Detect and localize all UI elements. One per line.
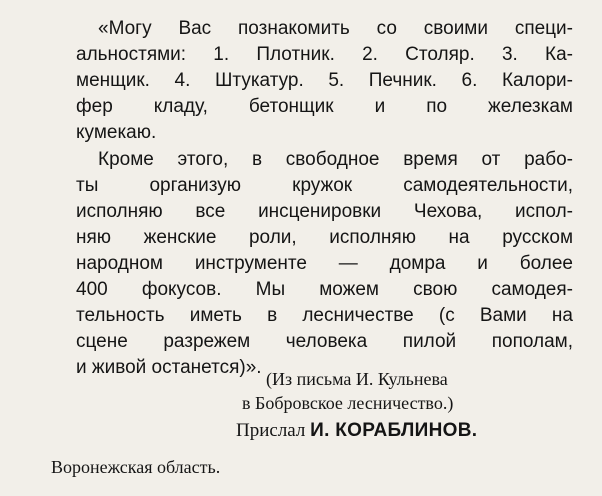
text-line: Кроме этого, в свободное время от рабо- <box>98 149 573 170</box>
text-line: сцене разрежем человека пилой пополам, <box>76 331 573 352</box>
sender-label: Прислал <box>236 420 306 441</box>
letter-paragraph-1 <box>76 16 573 146</box>
text-line: фер кладу, бетонщик и по железкам <box>76 96 573 117</box>
region-line: Воронежская область. <box>51 457 221 477</box>
source-note-line-1: (Из письма И. Кульнева <box>266 369 448 389</box>
text-line: менщик. 4. Штукатур. 5. Печник. 6. Калори- <box>76 70 573 91</box>
text-line: исполняю все инсценировки Чехова, испол- <box>76 201 573 222</box>
text-line: ты организую кружок самодеятельности, <box>76 175 573 196</box>
text-line: «Могу Вас познакомить со своими специ- <box>98 18 573 39</box>
letter-paragraph-2 <box>76 147 573 381</box>
text-line: няю женские роли, исполняю на русском <box>76 227 573 248</box>
source-note-line-2: в Бобровское лесничество.) <box>242 393 454 413</box>
sender-name: И. КОРАБЛИНОВ. <box>310 420 478 441</box>
text-line: кумекаю. <box>76 122 157 143</box>
text-line: тельность иметь в лесничестве (с Вами на <box>76 305 573 326</box>
text-line: народном инструменте — домра и более <box>76 253 573 274</box>
text-line: и живой останется)». <box>76 357 262 378</box>
text-line: 400 фокусов. Мы можем свою самодея- <box>76 279 573 300</box>
text-line: альностями: 1. Плотник. 2. Столяр. 3. Ка- <box>76 44 573 65</box>
sender-line <box>236 418 477 444</box>
